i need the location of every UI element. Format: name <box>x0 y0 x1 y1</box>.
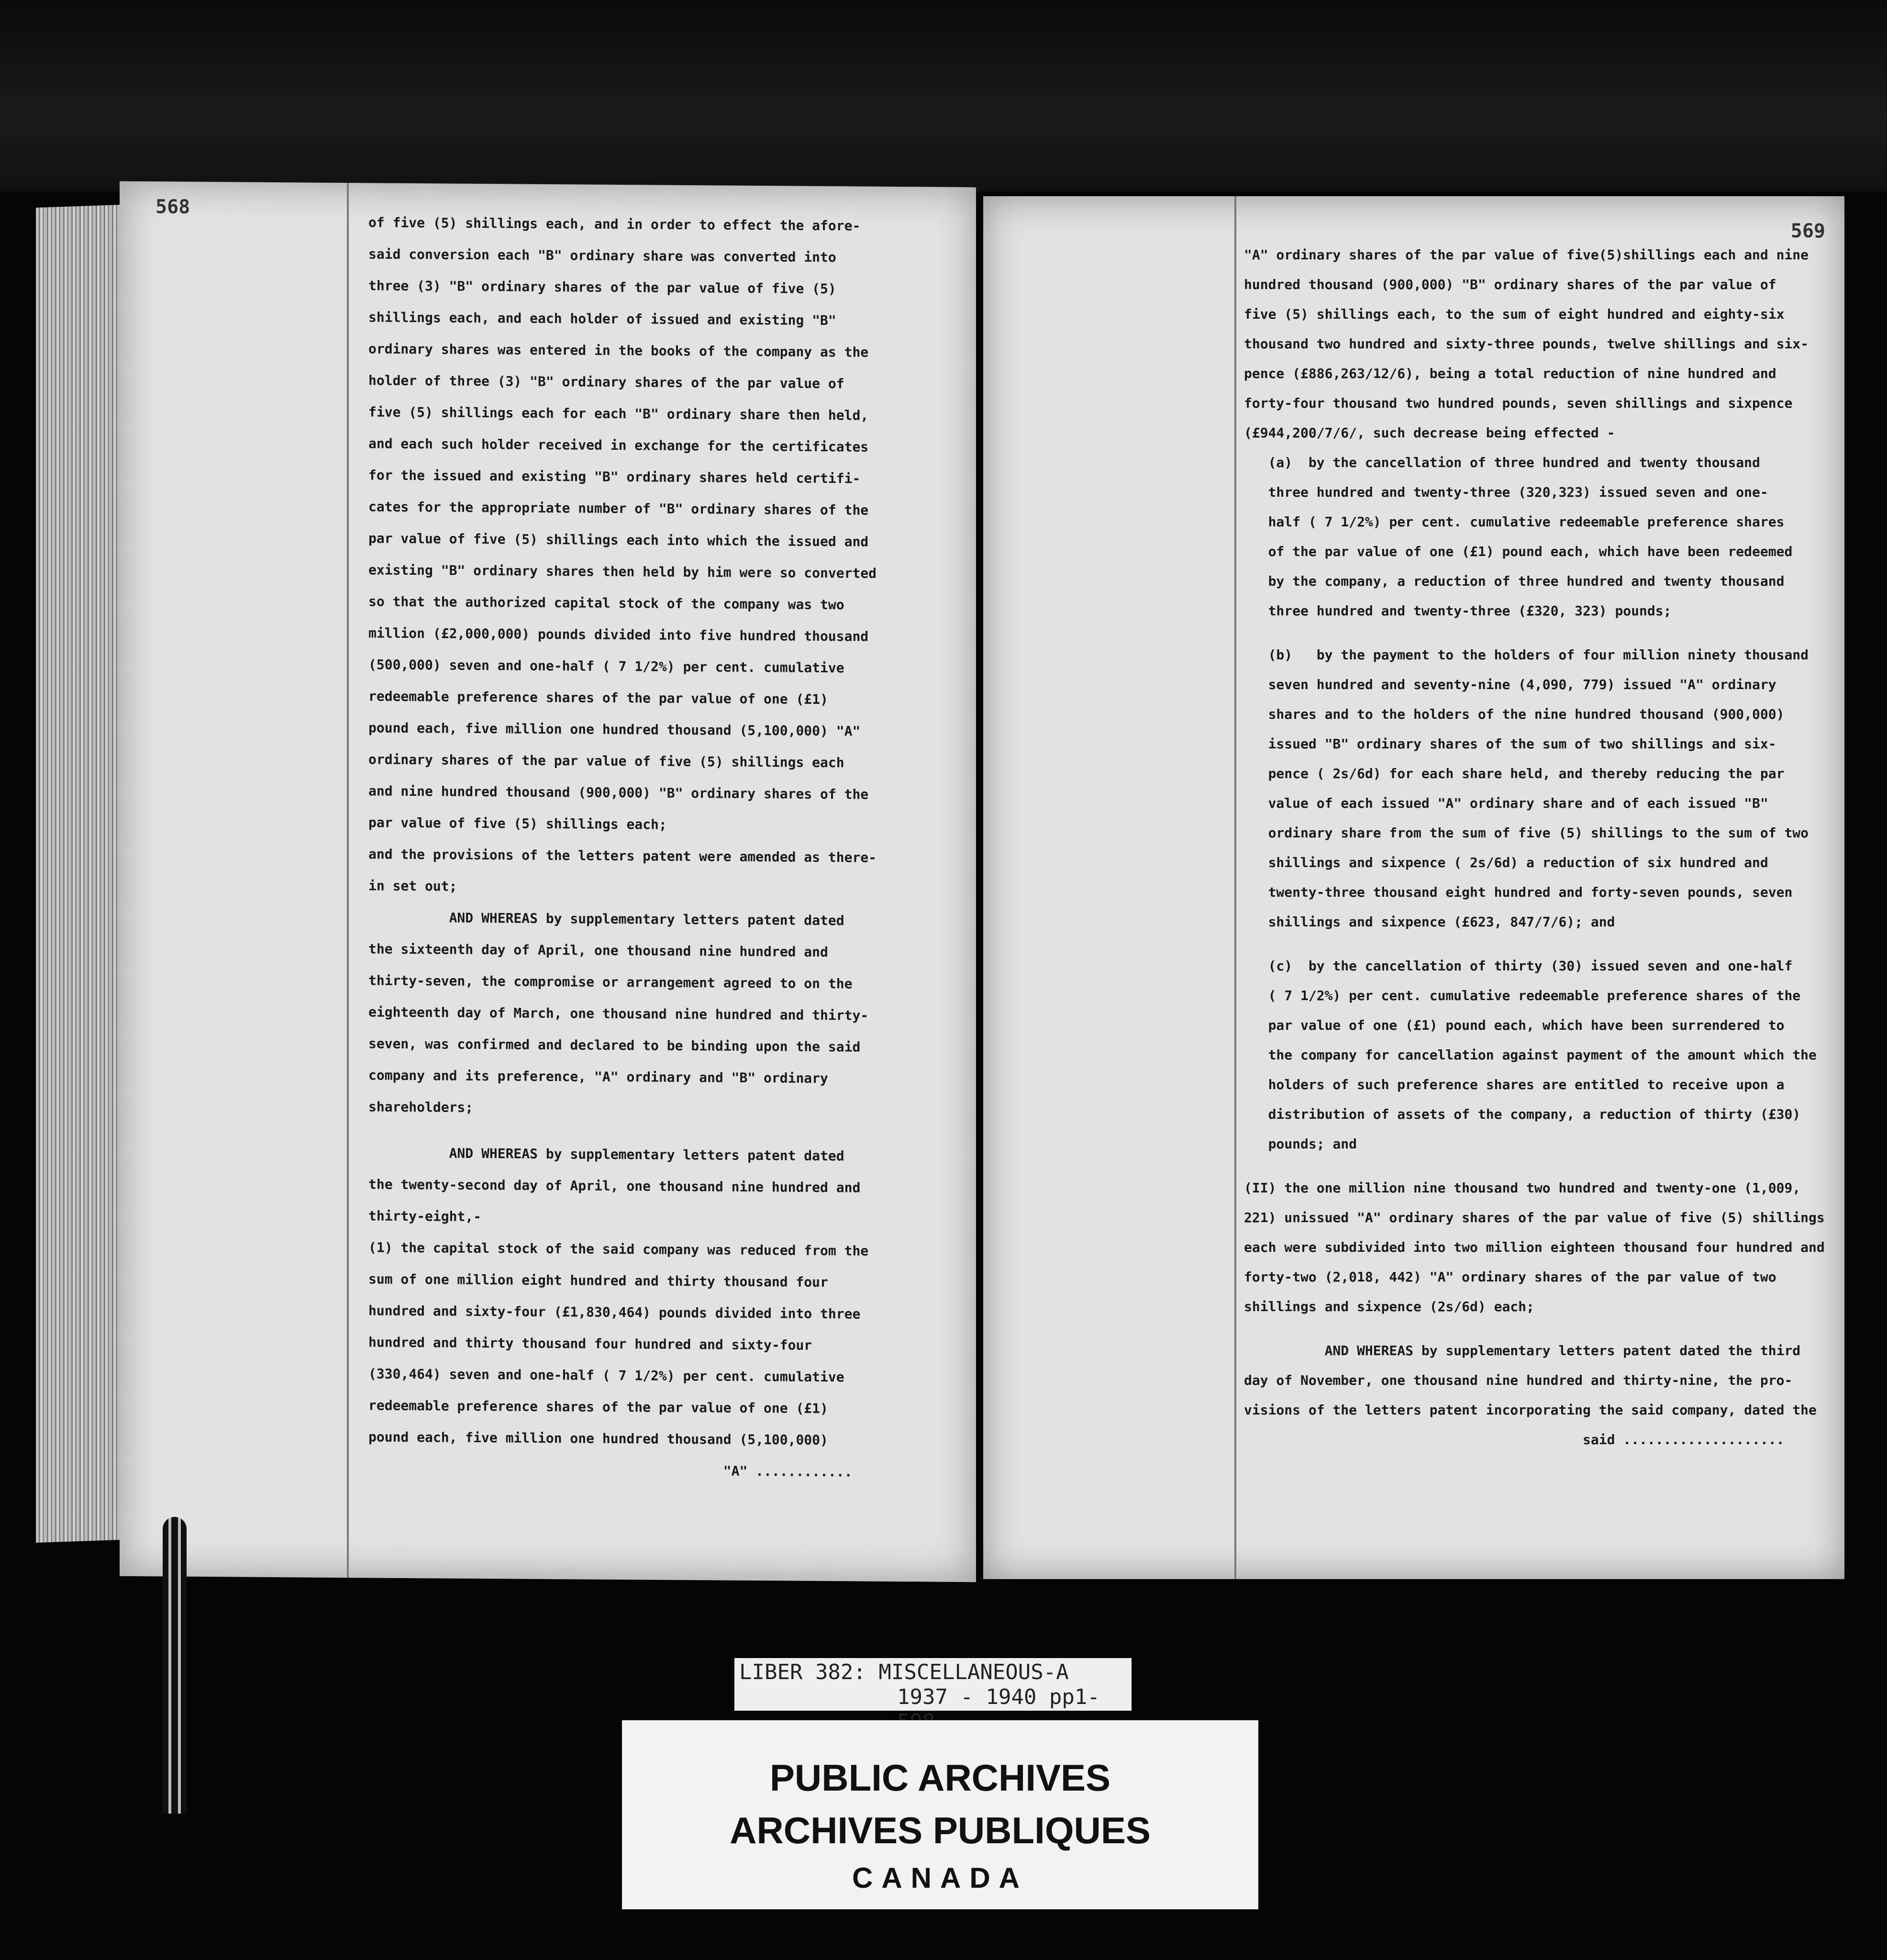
text-line: cates for the appropriate number of "B" ordinary shares of the <box>368 499 869 518</box>
text-line: the sixteenth day of April, one thousand nine hundred and <box>368 941 828 960</box>
text-line: pence ( 2s/6d) for each share held, and thereby reducing the par <box>1244 766 1785 781</box>
text-line: (a) by the cancellation of three hundred and twenty thousand <box>1244 455 1760 470</box>
text-line <box>1244 936 1825 950</box>
text-line: ordinary share from the sum of five (5) shillings to the sum of two <box>1244 825 1809 841</box>
text-line: for the issued and existing "B" ordinary shares held certifi- <box>368 467 861 487</box>
text-line: pound each, five million one hundred thousand (5,100,000) <box>368 1429 828 1448</box>
archives-label-line1: PUBLIC ARCHIVES <box>769 1757 1111 1799</box>
archives-label-line2: ARCHIVES PUBLIQUES <box>730 1809 1151 1851</box>
text-line: and each such holder received in exchange for the certificates <box>368 435 869 455</box>
page-number: 569 <box>1790 220 1825 242</box>
text-line: seven, was confirmed and declared to be binding upon the said <box>368 1036 861 1055</box>
text-line: five (5) shillings each for each "B" ordinary share then held, <box>368 404 869 423</box>
text-line: forty-four thousand two hundred pounds, seven shillings and sixpence <box>1244 395 1793 411</box>
text-line <box>1244 1158 1825 1172</box>
text-line: eighteenth day of March, one thousand nine hundred and thirty- <box>368 1004 869 1024</box>
text-line: pence (£886,263/12/6), being a total reduction of nine hundred and <box>1244 366 1776 381</box>
text-line: (b) by the payment to the holders of four million ninety thousand <box>1244 647 1809 663</box>
text-line: (330,464) seven and one-half ( 7 1/2%) per cent. cumulative <box>368 1366 844 1385</box>
text-line: in set out; <box>368 878 457 894</box>
text-line: "A" ............ <box>368 1460 853 1480</box>
text-line: three hundred and twenty-three (£320, 323) pounds; <box>1244 603 1672 619</box>
text-line: shillings and sixpence ( 2s/6d) a reduction of six hundred and <box>1244 855 1768 870</box>
margin-rule <box>1234 196 1236 1579</box>
text-line: thirty-eight,- <box>368 1208 482 1225</box>
text-line: hundred thousand (900,000) "B" ordinary shares of the par value of <box>1244 277 1776 292</box>
text-line: thirty-seven, the compromise or arrangement agreed to on the <box>368 972 853 992</box>
text-line: (£944,200/7/6/, such decrease being effected - <box>1244 425 1615 441</box>
text-line: hundred and sixty-four (£1,830,464) pounds divided into three <box>368 1303 861 1322</box>
text-line: (1) the capital stock of the said company was reduced from the <box>368 1239 869 1259</box>
text-line: said .................... <box>1244 1432 1785 1448</box>
text-line: AND WHEREAS by supplementary letters patent dated <box>368 909 844 929</box>
text-line: said conversion each "B" ordinary share was converted into <box>368 246 836 266</box>
text-line: par value of five (5) shillings each into which the issued and <box>368 530 869 550</box>
pointer-tool <box>163 1517 187 1814</box>
liber-label <box>734 1658 1132 1711</box>
text-line: existing "B" ordinary shares then held by him were so converted <box>368 562 877 581</box>
text-line: twenty-three thousand eight hundred and forty-seven pounds, seven <box>1244 884 1793 900</box>
text-line: the twenty-second day of April, one thousand nine hundred and <box>368 1176 861 1196</box>
text-line: ordinary shares of the par value of five (5) shillings each <box>368 751 844 771</box>
liber-label-line1: LIBER 382: MISCELLANEOUS-A <box>739 1660 1069 1684</box>
text-line: five (5) shillings each, to the sum of eight hundred and eighty-six <box>1244 306 1785 322</box>
page-number: 568 <box>155 196 190 218</box>
text-line: forty-two (2,018, 442) "A" ordinary shares of the par value of two <box>1244 1269 1776 1285</box>
text-line: thousand two hundred and sixty-three pounds, twelve shillings and six- <box>1244 336 1809 352</box>
text-line: ( 7 1/2%) per cent. cumulative redeemable preference shares of the <box>1244 988 1801 1003</box>
text-line: shillings and sixpence (2s/6d) each; <box>1244 1299 1534 1314</box>
text-line: distribution of assets of the company, a reduction of thirty (£30) <box>1244 1106 1801 1122</box>
text-line: pound each, five million one hundred thousand (5,100,000) "A" <box>368 720 861 739</box>
left-page-text <box>368 207 877 1488</box>
text-line: day of November, one thousand nine hundred and thirty-nine, the pro- <box>1244 1372 1793 1388</box>
text-line: shareholders; <box>368 1099 474 1115</box>
text-line: of five (5) shillings each, and in order to effect the afore- <box>368 214 861 234</box>
text-line: holders of such preference shares are entitled to receive upon a <box>1244 1077 1785 1092</box>
text-line: each were subdivided into two million eighteen thousand four hundred and <box>1244 1239 1825 1255</box>
text-line: (c) by the cancellation of thirty (30) issued seven and one-half <box>1244 958 1793 974</box>
text-line: value of each issued "A" ordinary share and of each issued "B" <box>1244 795 1768 811</box>
scan-background <box>0 0 1887 191</box>
text-line: redeemable preference shares of the par value of one (£1) <box>368 688 828 708</box>
text-line: issued "B" ordinary shares of the sum of two shillings and six- <box>1244 736 1776 752</box>
text-line: shillings and sixpence (£623, 847/7/6); and <box>1244 914 1615 930</box>
text-line: company and its preference, "A" ordinary and "B" ordinary <box>368 1067 828 1087</box>
text-line: "A" ordinary shares of the par value of five(5)shillings each and nine <box>1244 247 1809 263</box>
left-page <box>120 181 976 1582</box>
text-line: so that the authorized capital stock of the company was two <box>368 593 844 613</box>
text-line: par value of one (£1) pound each, which have been surrendered to <box>1244 1017 1785 1033</box>
right-page <box>983 196 1844 1579</box>
text-line: shares and to the holders of the nine hundred thousand (900,000) <box>1244 706 1785 722</box>
right-page-text <box>1244 239 1825 1454</box>
text-line: shillings each, and each holder of issued and existing "B" <box>368 309 836 329</box>
text-line: and nine hundred thousand (900,000) "B" ordinary shares of the <box>368 783 869 802</box>
text-line: and the provisions of the letters patent were amended as there- <box>368 846 877 866</box>
text-line: AND WHEREAS by supplementary letters patent dated the third <box>1244 1343 1801 1359</box>
text-line <box>1244 625 1825 639</box>
text-line: sum of one million eight hundred and thirty thousand four <box>368 1271 828 1291</box>
text-line: by the company, a reduction of three hundred and twenty thousand <box>1244 573 1785 589</box>
text-line: 221) unissued "A" ordinary shares of the par value of five (5) shillings <box>1244 1210 1825 1225</box>
text-line: ordinary shares was entered in the books of the company as the <box>368 341 869 360</box>
text-line: visions of the letters patent incorporating the said company, dated the <box>1244 1402 1817 1418</box>
text-line: the company for cancellation against payment of the amount which the <box>1244 1047 1817 1063</box>
text-line: of the par value of one (£1) pound each, which have been redeemed <box>1244 544 1793 559</box>
text-line: holder of three (3) "B" ordinary shares of the par value of <box>368 372 844 392</box>
archives-label-line3: CANADA <box>852 1862 1028 1894</box>
text-line: million (£2,000,000) pounds divided into five hundred thousand <box>368 625 869 645</box>
text-line <box>1244 1321 1825 1335</box>
text-line: three hundred and twenty-three (320,323) issued seven and one- <box>1244 484 1768 500</box>
margin-rule <box>347 183 349 1578</box>
text-line: par value of five (5) shillings each; <box>368 814 667 833</box>
liber-label-line2: 1937 - 1940 pp1- <box>897 1685 1100 1709</box>
text-line: three (3) "B" ordinary shares of the par value of five (5) <box>368 278 836 297</box>
text-line: seven hundred and seventy-nine (4,090, 779) issued "A" ordinary <box>1244 677 1776 692</box>
text-line: (II) the one million nine thousand two hundred and twenty-one (1,009, <box>1244 1180 1801 1196</box>
archives-label <box>622 1720 1258 1909</box>
text-line: (500,000) seven and one-half ( 7 1/2%) per cent. cumulative <box>368 657 844 676</box>
text-line: half ( 7 1/2%) per cent. cumulative redeemable preference shares <box>1244 514 1785 530</box>
text-line: pounds; and <box>1244 1136 1357 1152</box>
text-line: redeemable preference shares of the par value of one (£1) <box>368 1397 828 1417</box>
text-line: AND WHEREAS by supplementary letters patent dated <box>368 1145 844 1164</box>
text-line: hundred and thirty thousand four hundred and sixty-four <box>368 1334 812 1353</box>
